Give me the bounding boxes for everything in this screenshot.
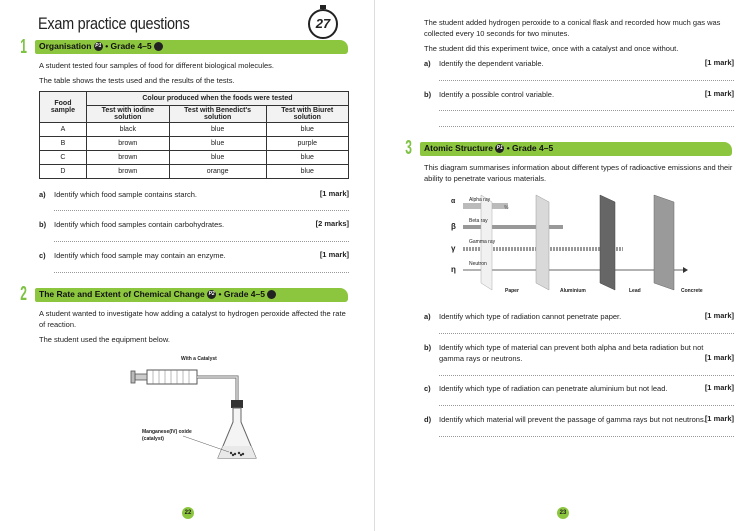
part-letter: b) bbox=[424, 343, 432, 352]
alpha-symbol: α bbox=[451, 198, 456, 205]
table-cell: purple bbox=[266, 137, 348, 151]
q3-heading-bar bbox=[420, 142, 732, 156]
q2-intro-2: The student used the equipment below. bbox=[39, 335, 170, 344]
q3a-mark: [1 mark] bbox=[704, 311, 734, 320]
table-group-header: Colour produced when the foods were tested bbox=[86, 92, 348, 106]
timer-badge: 27 bbox=[308, 9, 338, 39]
part-letter: a) bbox=[424, 312, 431, 321]
part-text: Identify which food sample may contain an enzyme. bbox=[54, 251, 226, 260]
part-text: Identify which type of radiation can penetrate aluminium but not lead. bbox=[439, 384, 668, 393]
right-page bbox=[375, 0, 750, 531]
part-letter: b) bbox=[39, 220, 47, 229]
q3-intro: This diagram summarises information about different types of radioactive emissions and their ability to penetrate various materials. bbox=[424, 163, 733, 183]
q3b-mark: [1 mark] bbox=[704, 353, 734, 362]
q2-cont-intro-1: The student added hydrogen peroxide to a conical flask and recorded how much gas was collected every 10 seconds for two minutes. bbox=[424, 18, 721, 38]
table-cell: orange bbox=[169, 165, 266, 179]
table-cell: black bbox=[86, 123, 169, 137]
table-cell: blue bbox=[169, 151, 266, 165]
page-number-left: 22 bbox=[182, 507, 194, 519]
table-header-food-sample: Food sample bbox=[40, 92, 87, 123]
results-table bbox=[39, 91, 349, 179]
answer-line[interactable] bbox=[439, 436, 734, 437]
q3-heading: Atomic Structure bbox=[424, 143, 493, 153]
page-title: Exam practice questions bbox=[38, 14, 190, 33]
table-header-iodine: Test with iodine solution bbox=[86, 106, 169, 123]
part-letter: b) bbox=[424, 90, 432, 99]
part-text: Identify which food samples contain carbohydrates. bbox=[54, 220, 225, 229]
part-letter: c) bbox=[424, 384, 431, 393]
q2-cont-intro-2: The student did this experiment twice, once with a catalyst and once without. bbox=[424, 44, 679, 53]
table-cell: blue bbox=[266, 123, 348, 137]
part-text: Identify the dependent variable. bbox=[439, 59, 544, 68]
q1-heading: Organisation bbox=[39, 41, 92, 51]
q3-grade: • Grade 4–5 bbox=[506, 143, 554, 153]
neutron-label: Neutron bbox=[469, 261, 487, 267]
q2-grade: • Grade 4–5 bbox=[218, 289, 265, 299]
answer-line[interactable] bbox=[439, 405, 734, 406]
beta-label: Beta ray bbox=[469, 218, 488, 224]
table-row bbox=[40, 123, 349, 137]
table-cell: blue bbox=[266, 165, 348, 179]
q1-grade-icon bbox=[154, 42, 163, 51]
table-row bbox=[40, 165, 349, 179]
q2-intro-1: A student wanted to investigate how adding a catalyst to hydrogen peroxide affected the rate of reaction. bbox=[39, 309, 346, 329]
table-cell: C bbox=[40, 151, 87, 165]
q2-pill: P2 bbox=[208, 291, 215, 298]
part-letter: c) bbox=[39, 251, 46, 260]
answer-line[interactable] bbox=[439, 333, 734, 334]
answer-line[interactable] bbox=[439, 110, 734, 111]
q3-pill: P1 bbox=[496, 145, 503, 152]
table-cell: blue bbox=[169, 137, 266, 151]
q1-pill: P1 bbox=[95, 43, 102, 50]
table-row bbox=[40, 151, 349, 165]
equipment-diagram bbox=[125, 362, 275, 467]
part-text: Identify which type of radiation cannot penetrate paper. bbox=[439, 312, 622, 321]
gamma-label: Gamma ray bbox=[469, 239, 496, 245]
material-paper: Paper bbox=[505, 288, 519, 294]
page-number-right: 23 bbox=[557, 507, 569, 519]
answer-line[interactable] bbox=[54, 241, 349, 242]
q3d-mark: [1 mark] bbox=[704, 414, 734, 423]
question-number-1: 1 bbox=[20, 36, 27, 58]
svg-text:%: % bbox=[504, 205, 509, 211]
question-number-2: 2 bbox=[20, 283, 27, 305]
q1a-mark: [1 mark] bbox=[319, 189, 349, 198]
q2b-mark: [1 mark] bbox=[704, 89, 734, 98]
table-cell: B bbox=[40, 137, 87, 151]
table-header-benedicts: Test with Benedict's solution bbox=[169, 106, 266, 123]
answer-line[interactable] bbox=[54, 272, 349, 273]
table-header-biuret: Test with Biuret solution bbox=[266, 106, 348, 123]
part-letter: d) bbox=[424, 415, 432, 424]
q1-intro-2: The table shows the tests used and the results of the tests. bbox=[39, 76, 235, 85]
answer-line[interactable] bbox=[54, 210, 349, 211]
q1-grade: • Grade 4–5 bbox=[105, 41, 152, 51]
material-lead: Lead bbox=[629, 288, 641, 294]
part-letter: a) bbox=[39, 190, 46, 199]
part-text: Identify which type of material can prevent both alpha and beta radiation but not gamma rays or neutrons. bbox=[439, 343, 704, 363]
gamma-symbol: γ bbox=[451, 244, 456, 253]
material-concrete: Concrete bbox=[681, 288, 703, 294]
table-cell: D bbox=[40, 165, 87, 179]
table-cell: blue bbox=[169, 123, 266, 137]
figure-title: With a Catalyst bbox=[181, 356, 217, 362]
neutron-symbol: η bbox=[451, 265, 456, 274]
part-letter: a) bbox=[424, 59, 431, 68]
table-cell: brown bbox=[86, 151, 169, 165]
alpha-label: Alpha ray bbox=[469, 197, 491, 203]
table-row bbox=[40, 137, 349, 151]
figure-label: Manganese(IV) oxide (catalyst) bbox=[142, 429, 192, 442]
answer-line[interactable] bbox=[439, 375, 734, 376]
q2-heading-bar bbox=[35, 288, 348, 302]
table-cell: brown bbox=[86, 137, 169, 151]
material-aluminium: Aluminium bbox=[560, 288, 586, 294]
table-cell: blue bbox=[266, 151, 348, 165]
part-text: Identify which food sample contains starch. bbox=[54, 190, 197, 199]
q2a-mark: [1 mark] bbox=[704, 58, 734, 67]
table-cell: A bbox=[40, 123, 87, 137]
q1-intro-1: A student tested four samples of food for different biological molecules. bbox=[39, 61, 274, 70]
q3c-mark: [1 mark] bbox=[704, 383, 734, 392]
q2-heading: The Rate and Extent of Chemical Change bbox=[39, 289, 205, 299]
question-number-3: 3 bbox=[405, 137, 412, 159]
q2-grade-icon bbox=[267, 290, 276, 299]
part-text: Identify which material will prevent the passage of gamma rays but not neutrons. bbox=[439, 415, 706, 424]
q1c-mark: [1 mark] bbox=[319, 250, 349, 259]
part-text: Identify a possible control variable. bbox=[439, 90, 555, 99]
answer-line[interactable] bbox=[439, 126, 734, 127]
answer-line[interactable] bbox=[439, 80, 734, 81]
table-cell: brown bbox=[86, 165, 169, 179]
q1-heading-bar bbox=[35, 40, 348, 54]
q1b-mark: [2 marks] bbox=[315, 219, 349, 228]
beta-symbol: β bbox=[451, 222, 456, 231]
